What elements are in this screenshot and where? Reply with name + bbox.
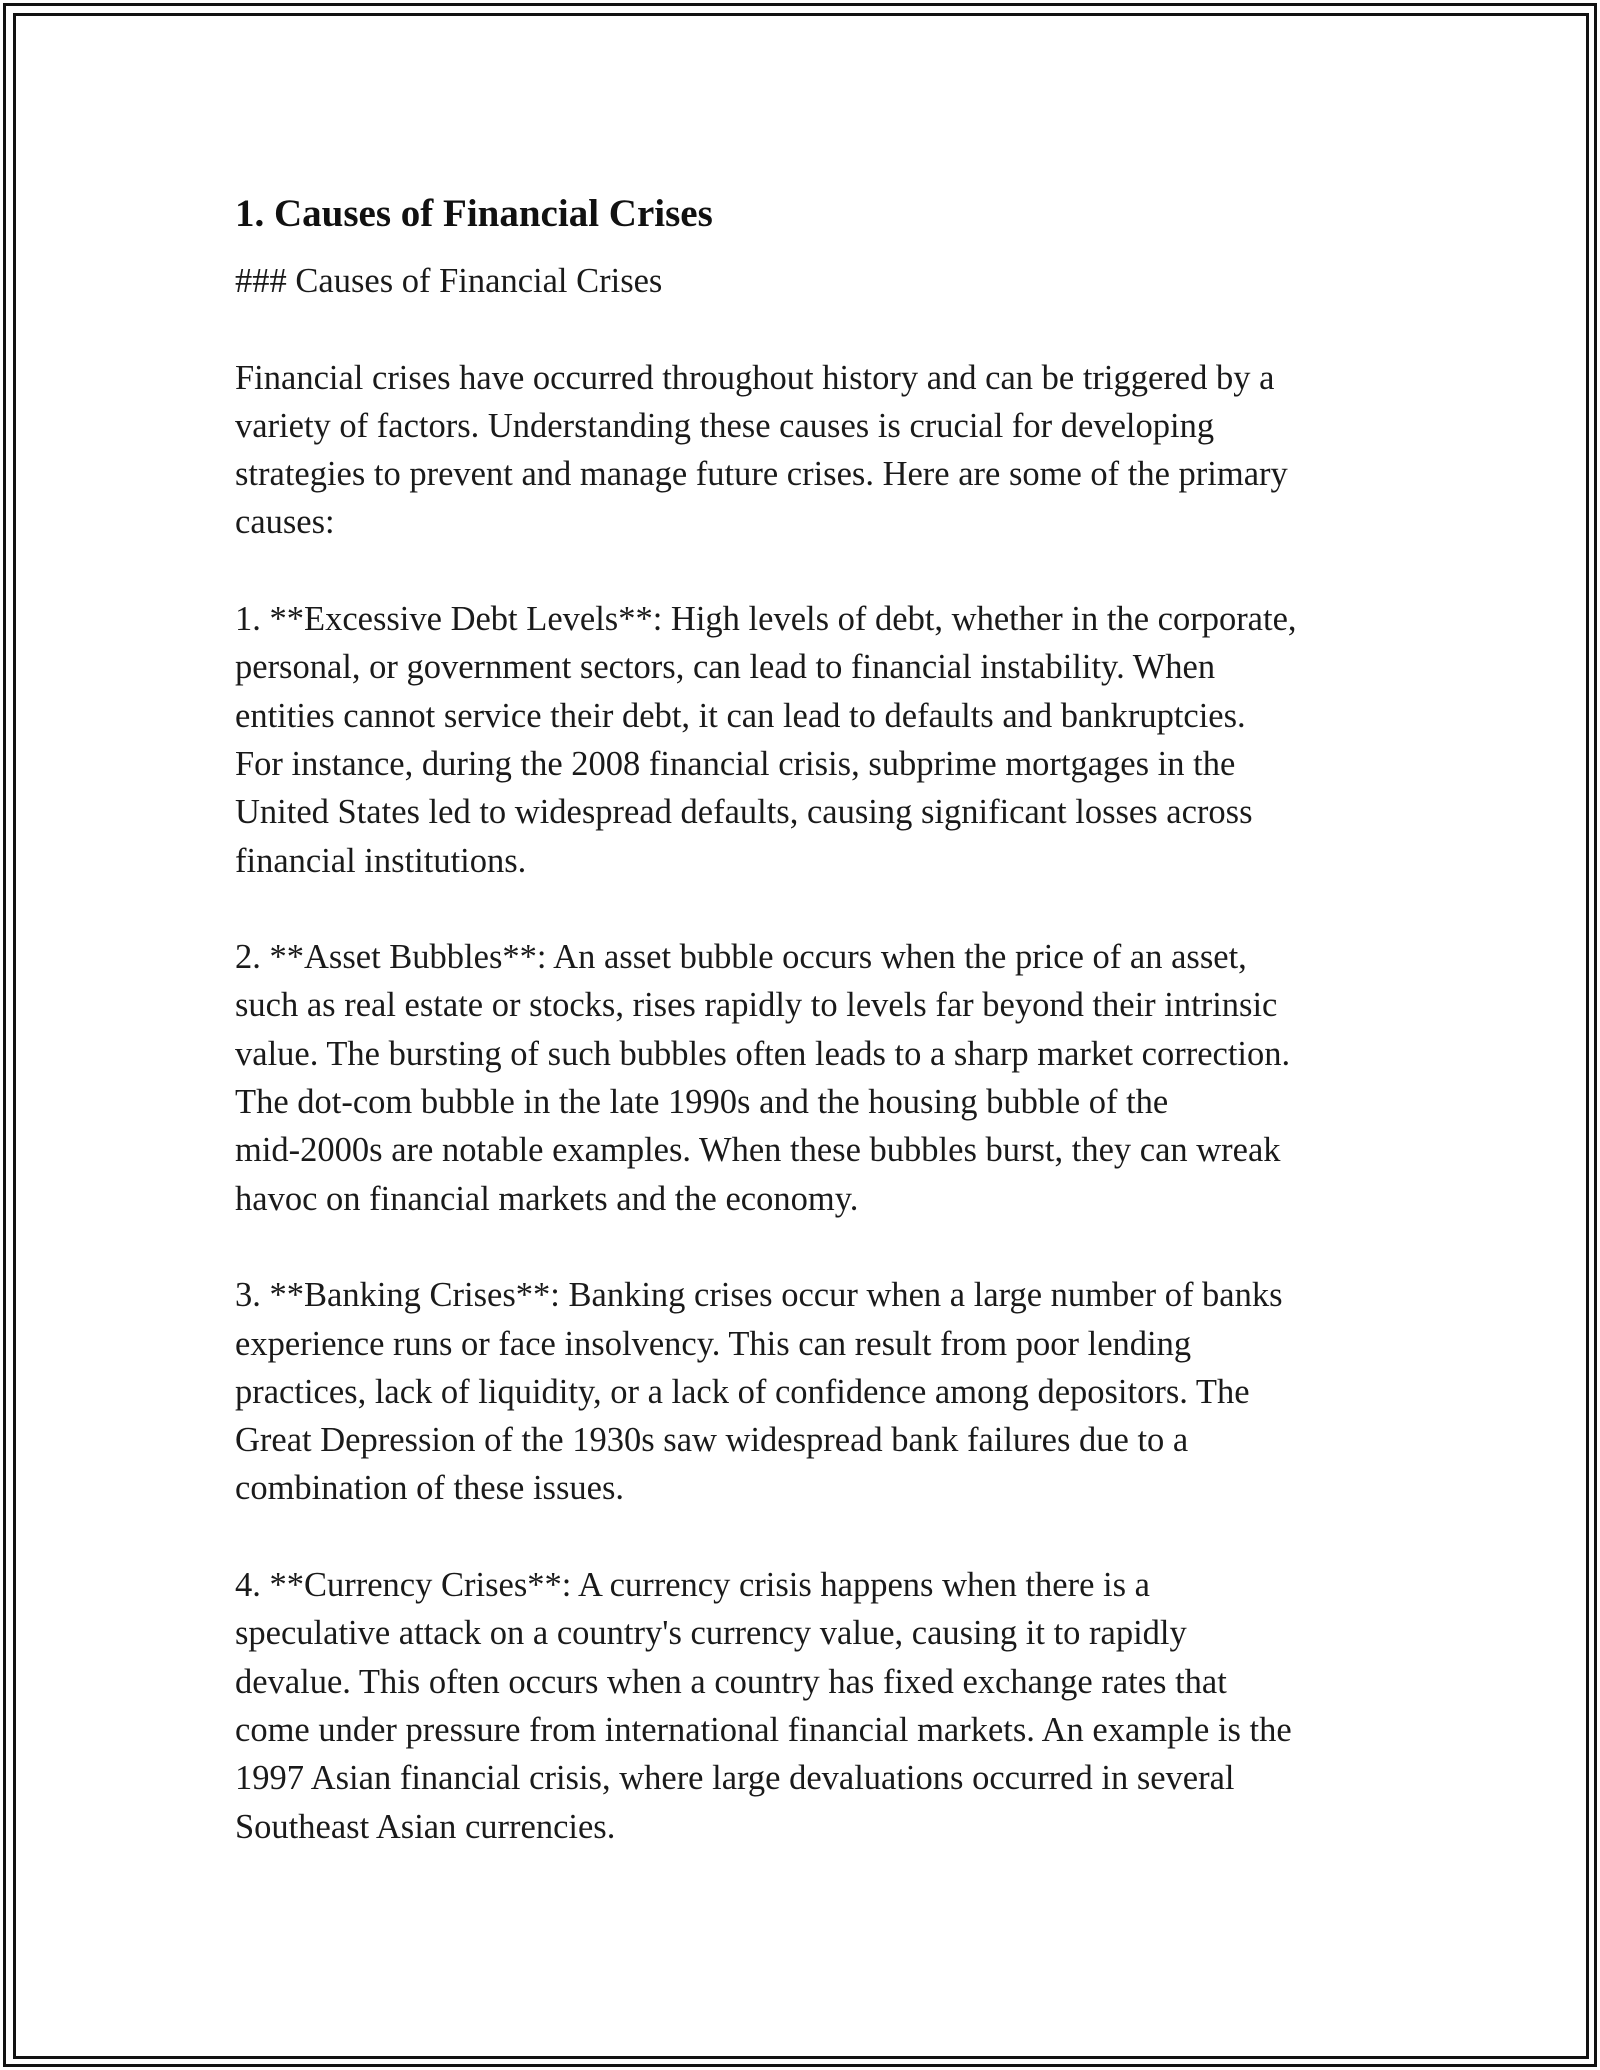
page-content (235, 186, 1385, 1851)
document-body: ### Causes of Financial Crises Financial crises have occurred throughout history and can be triggered by a variety of factors. Understanding these causes is crucial for developing strategies to prevent and manage future crises. Here are some of the primary causes: 1. **Excessive Debt Levels**: High levels of debt, whether in the corporate, personal, or government sectors, can lead to financial instability. When entities cannot service their debt, it can lead to defaults and bankruptcies. For instance, during the 2008 financial crisis, subprime mortgages in the United States led to widespread defaults, causing significant losses across financial institutions. 2. **Asset Bubbles**: An asset bubble occurs when the price of an asset, such as real estate or stocks, rises rapidly to levels far beyond their intrinsic value. The bursting of such bubbles often leads to a sharp market correction. The dot-com bubble in the late 1990s and the housing bubble of the mid-2000s are notable examples. When these bubbles burst, they can wreak havoc on financial markets and the economy. 3. **Banking Crises**: Banking crises occur when a large number of banks experience runs or face insolvency. This can result from poor lending practices, lack of liquidity, or a lack of confidence among depositors. The Great Depression of the 1930s saw widespread bank failures due to a combination of these issues. 4. **Currency Crises**: A currency crisis happens when there is a speculative attack on a country's currency value, causing it to rapidly devalue. This often occurs when a country has fixed exchange rates that come under pressure from international financial markets. An example is the 1997 Asian financial crisis, where large devaluations occurred in several Southeast Asian currencies. (235, 262, 1297, 1846)
page-title: 1. Causes of Financial Crises (235, 192, 713, 235)
